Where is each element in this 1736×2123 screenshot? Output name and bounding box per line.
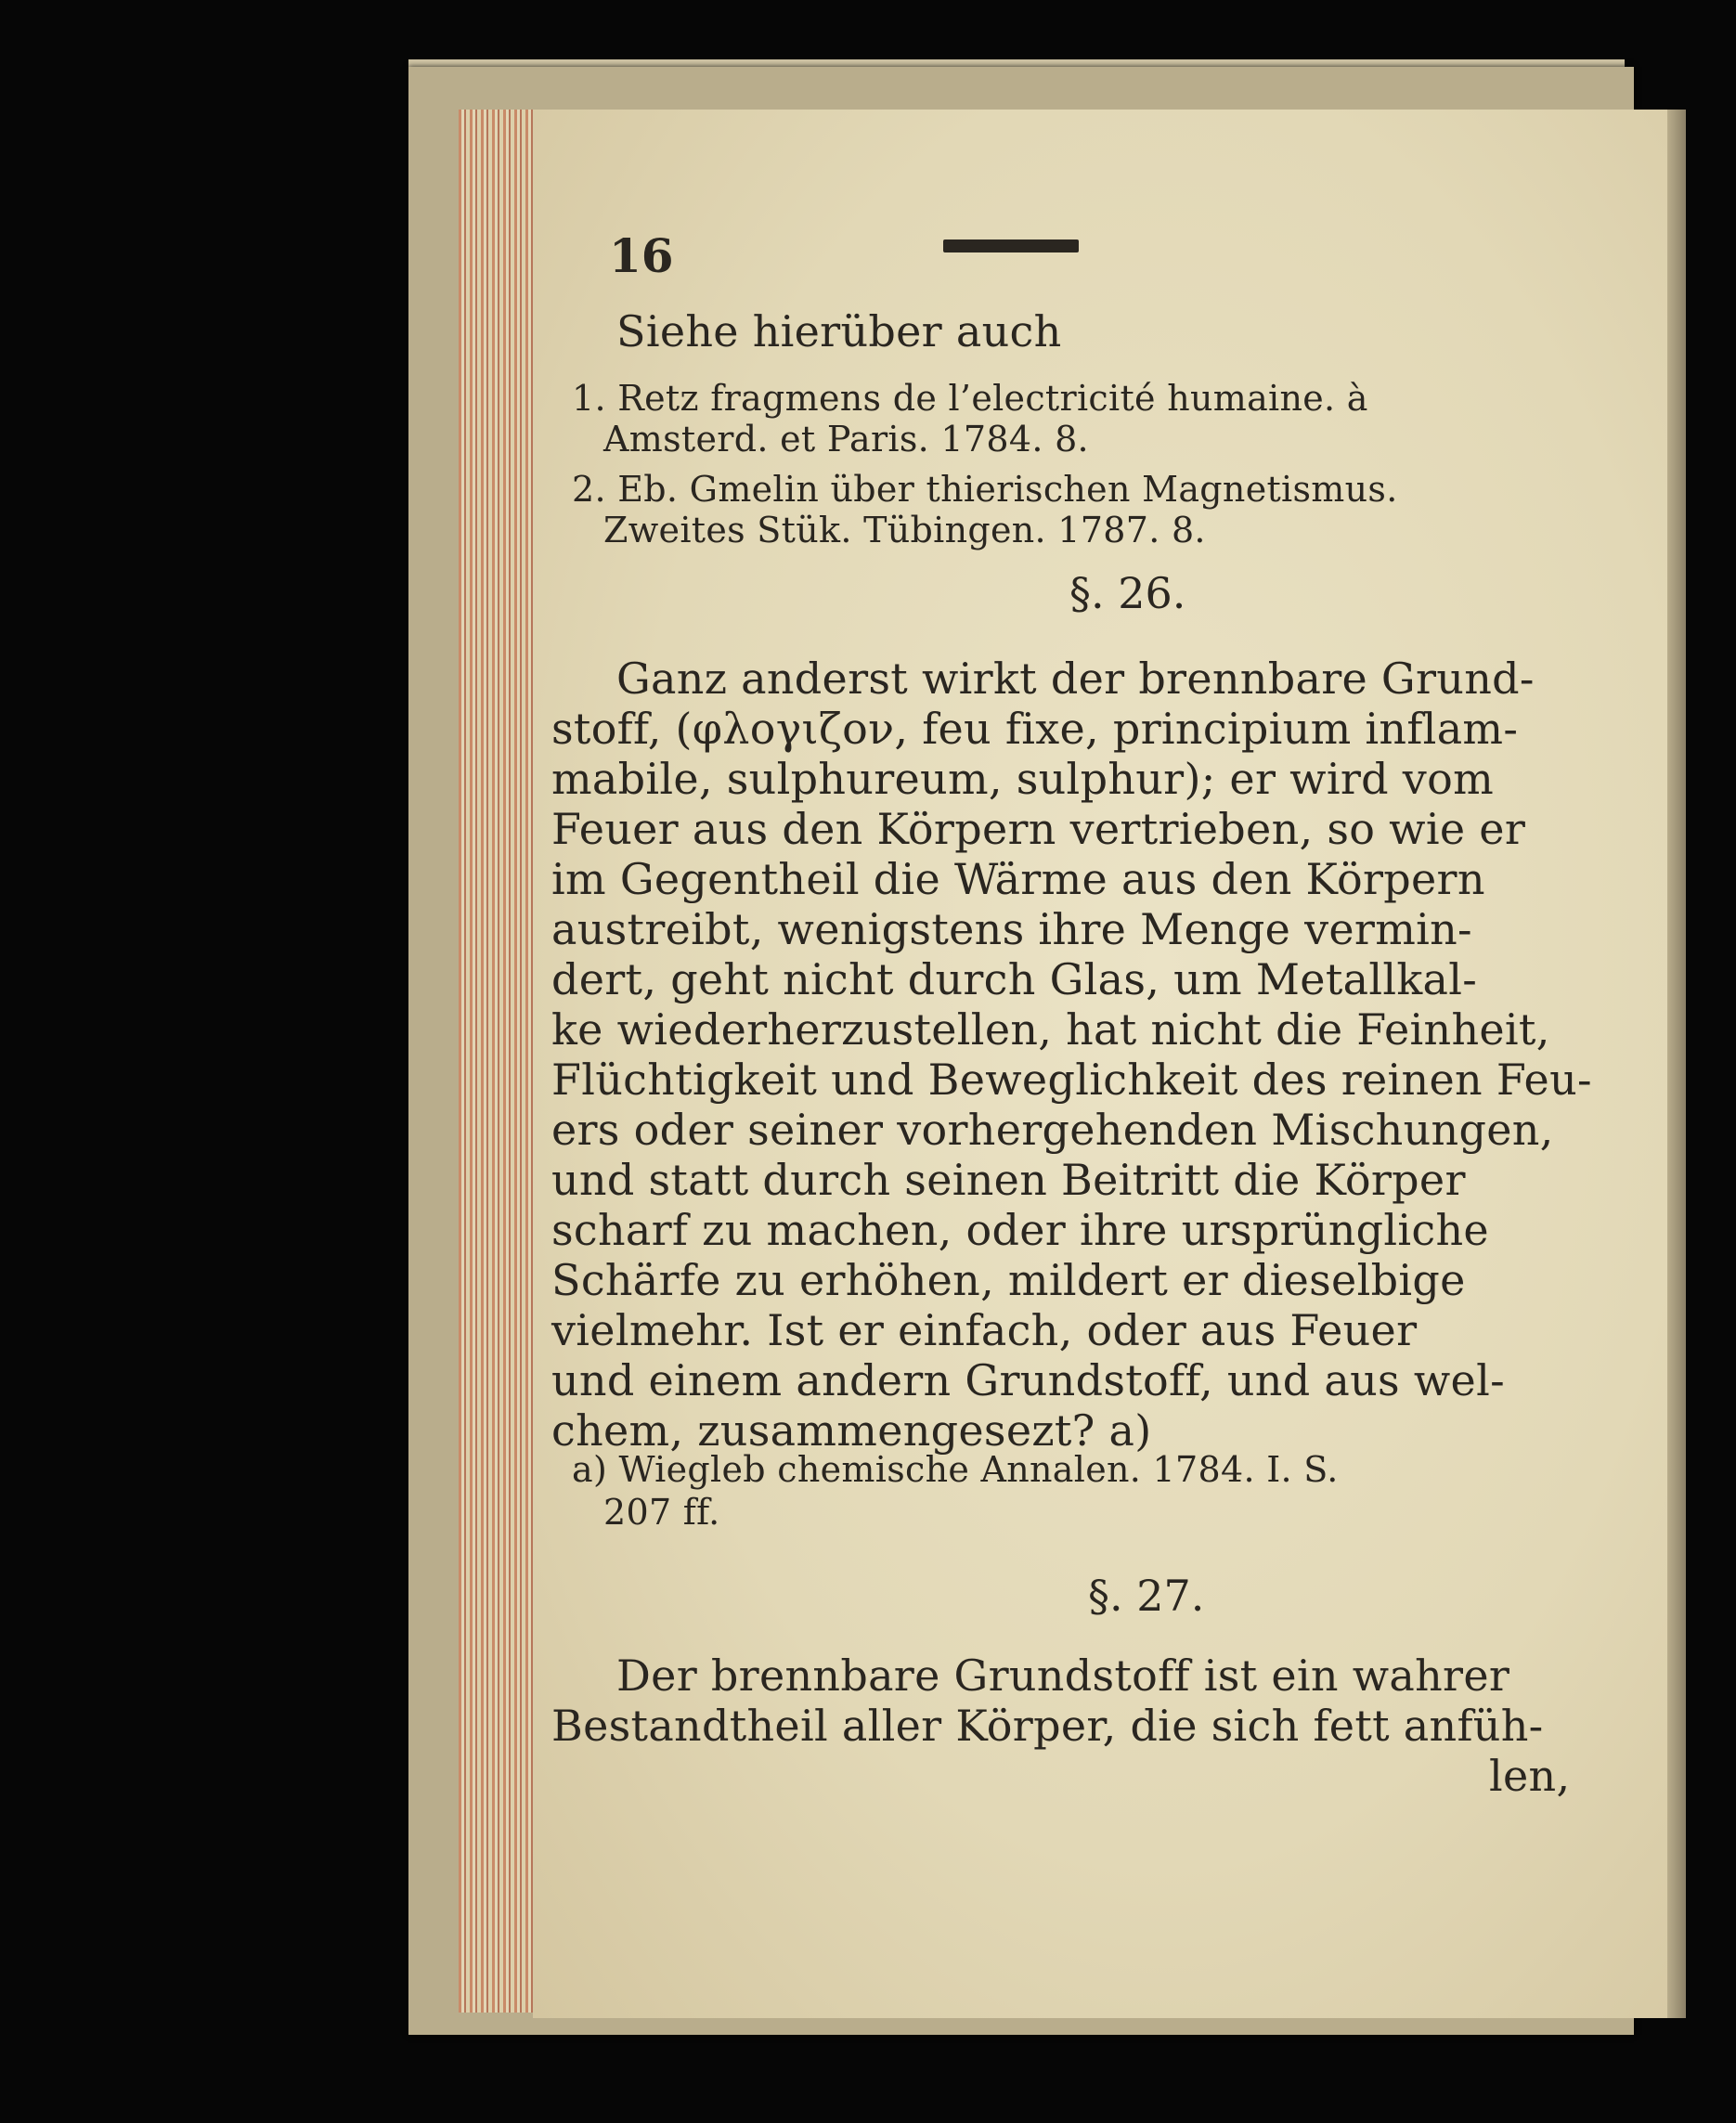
reference-line: 1. Retz fragmens de l’electricité humaine. à [572,378,1368,419]
reference-line: 2. Eb. Gmelin über thierischen Magnetismus. [572,469,1398,510]
paragraph-line: Ganz anderst wirkt der brennbare Grund- [616,654,1535,704]
book-page [533,110,1673,2018]
paragraph-line: mabile, sulphureum, sulphur); er wird vom [551,754,1495,804]
paragraph-line: und einem andern Grundstoff, und aus wel- [551,1355,1505,1405]
reference-line: Zweites Stük. Tübingen. 1787. 8. [603,510,1206,550]
paragraph-line: stoff, (φλογιζον, feu fixe, principium inflam- [551,704,1519,754]
page-gutter [1667,110,1686,2018]
footnote-line: a) Wiegleb chemische Annalen. 1784. I. S. [572,1449,1339,1490]
paragraph-line: Bestandtheil aller Körper, die sich fett anfüh- [551,1701,1544,1751]
reference-line: Amsterd. et Paris. 1784. 8. [603,419,1089,460]
paragraph-line: dert, geht nicht durch Glas, um Metallkal- [551,954,1478,1004]
paragraph-line: im Gegentheil die Wärme aus den Körpern [551,854,1485,904]
paragraph-line: Flüchtigkeit und Beweglichkeit des reinen Feu- [551,1055,1592,1105]
paragraph-line: Feuer aus den Körpern vertrieben, so wie er [551,804,1526,854]
paragraph-line: und statt durch seinen Beitritt die Körper [551,1155,1466,1205]
paragraph-line: austreibt, wenigstens ihre Menge vermin- [551,904,1472,954]
section-heading: §. 27. [1088,1571,1205,1621]
paragraph-line: chem, zusammengesezt? a) [551,1405,1152,1456]
page-number: 16 [609,228,674,283]
paragraph-line: ers oder seiner vorhergehenden Mischungen, [551,1105,1554,1155]
paragraph-line: vielmehr. Ist er einfach, oder aus Feuer [551,1305,1418,1355]
section-heading: §. 26. [1069,568,1186,618]
paragraph-line: ke wiederherzustellen, hat nicht die Feinheit, [551,1004,1550,1055]
paragraph-line: scharf zu machen, oder ihre ursprüngliche [551,1205,1489,1255]
page-edges [459,110,533,2013]
catchword: len, [1489,1751,1571,1801]
intro-line: Siehe hierüber auch [616,306,1062,356]
paragraph-line: Schärfe zu erhöhen, mildert er dieselbige [551,1255,1466,1305]
footnote-line: 207 ff. [603,1492,720,1533]
paragraph-line: Der brennbare Grundstoff ist ein wahrer [616,1651,1510,1701]
header-rule [943,239,1079,252]
